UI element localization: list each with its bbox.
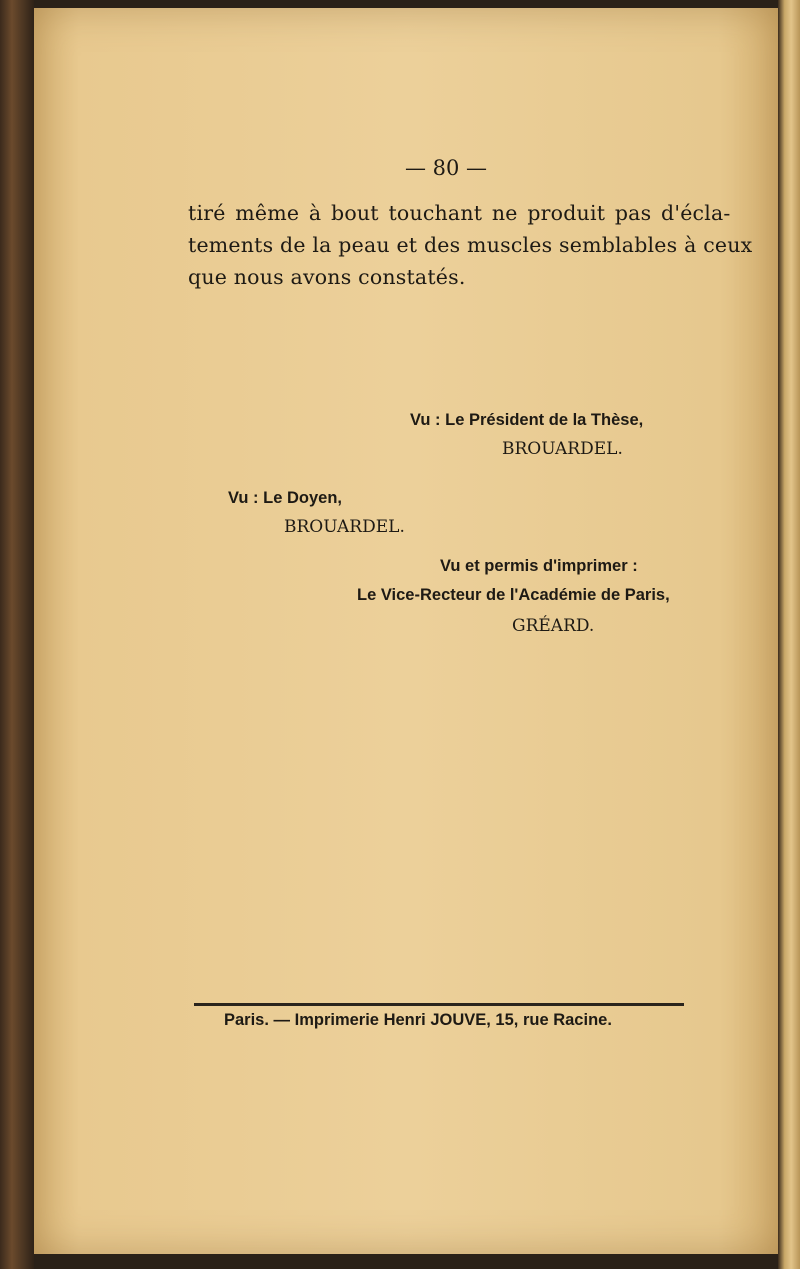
page-number: — 80 —	[404, 156, 488, 180]
vice-recteur-label: Le Vice-Recteur de l'Académie de Paris,	[357, 586, 670, 604]
body-line-2: tements de la peau et des muscles semblables à ceux	[188, 233, 753, 257]
body-line-3: que nous avons constatés.	[188, 265, 466, 289]
vice-recteur-name: GRÉARD.	[512, 616, 595, 636]
president-name: BROUARDEL.	[502, 439, 623, 459]
doyen-approval: Vu : Le Doyen,	[228, 489, 342, 507]
imprint-rule	[194, 1003, 684, 1006]
print-permission: Vu et permis d'imprimer :	[440, 557, 638, 575]
president-approval: Vu : Le Président de la Thèse,	[410, 411, 644, 429]
book-page	[34, 8, 778, 1254]
page-edge	[778, 0, 800, 1269]
body-line-1: tiré même à bout touchant ne produit pas d'écla-	[188, 201, 731, 225]
doyen-name: BROUARDEL.	[284, 517, 405, 537]
printer-imprint: Paris. — Imprimerie Henri JOUVE, 15, rue Racine.	[224, 1011, 612, 1029]
book-binding	[0, 0, 34, 1269]
